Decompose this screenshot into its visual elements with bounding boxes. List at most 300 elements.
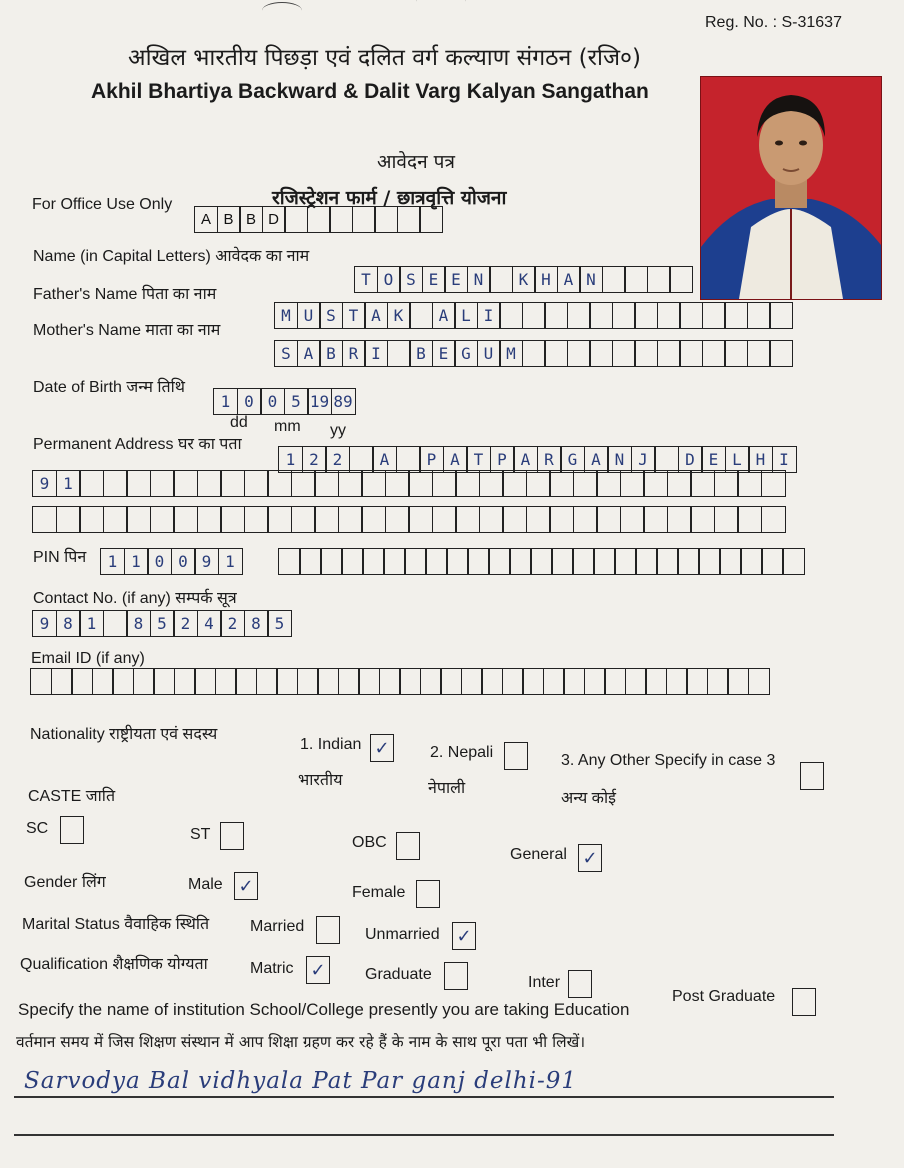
character-box[interactable] <box>409 302 433 329</box>
character-box[interactable] <box>385 470 410 497</box>
character-box[interactable] <box>593 548 616 575</box>
gender-male-checkbox[interactable]: ✓ <box>234 872 258 900</box>
character-box[interactable]: 5 <box>284 388 309 415</box>
character-box[interactable] <box>440 668 462 695</box>
character-box[interactable] <box>635 548 658 575</box>
character-box[interactable]: B <box>239 206 263 233</box>
office-use-label: For Office Use Only <box>32 196 173 213</box>
character-box[interactable]: A <box>513 446 538 473</box>
character-box[interactable]: H <box>748 446 773 473</box>
character-box[interactable] <box>92 668 114 695</box>
character-box[interactable] <box>420 668 442 695</box>
nationality-label: Nationality राष्ट्रीयता एवं सदस्य <box>30 726 218 743</box>
character-box[interactable] <box>197 506 222 533</box>
caste-general-checkbox[interactable]: ✓ <box>578 844 602 872</box>
character-box[interactable]: A <box>372 446 397 473</box>
character-box[interactable] <box>499 302 523 329</box>
character-box[interactable]: I <box>772 446 797 473</box>
character-box[interactable] <box>153 668 175 695</box>
character-box[interactable] <box>103 506 128 533</box>
organization-name-hindi: अखिल भारतीय पिछड़ा एवं दलित वर्ग कल्याण संगठन (रजि०) <box>128 45 641 71</box>
character-box[interactable] <box>563 668 585 695</box>
character-box[interactable] <box>103 470 128 497</box>
character-box[interactable]: O <box>377 266 401 293</box>
character-box[interactable] <box>624 266 648 293</box>
character-box[interactable] <box>543 668 565 695</box>
character-box[interactable]: K <box>512 266 536 293</box>
character-box[interactable]: 1 <box>124 548 149 575</box>
character-box[interactable] <box>761 548 784 575</box>
character-box[interactable] <box>747 340 771 367</box>
character-box[interactable]: 1 <box>218 548 243 575</box>
qualification-label: Qualification शैक्षणिक योग्यता <box>20 956 208 973</box>
character-box[interactable]: 89 <box>331 388 356 415</box>
address-row-4-boxes[interactable] <box>278 548 803 575</box>
character-box[interactable] <box>338 668 360 695</box>
character-box[interactable] <box>235 668 257 695</box>
character-box[interactable] <box>197 470 222 497</box>
form-subtitle-hindi: रजिस्ट्रेशन फार्म / छात्रवृत्ति योजना <box>272 187 507 209</box>
character-box[interactable] <box>455 506 480 533</box>
character-box[interactable] <box>244 470 269 497</box>
character-box[interactable] <box>291 506 316 533</box>
character-box[interactable] <box>573 506 598 533</box>
character-box[interactable] <box>667 470 692 497</box>
character-box[interactable]: 2 <box>325 446 350 473</box>
caste-st-checkbox[interactable] <box>220 822 244 850</box>
qualification-post-graduate-checkbox[interactable] <box>792 988 816 1016</box>
character-box[interactable] <box>481 668 503 695</box>
character-box[interactable]: E <box>444 266 468 293</box>
character-box[interactable] <box>220 506 245 533</box>
character-box[interactable] <box>220 470 245 497</box>
form-title-hindi: आवेदन पत्र <box>377 151 455 173</box>
character-box[interactable]: N <box>467 266 491 293</box>
character-box[interactable]: A <box>194 206 218 233</box>
character-box[interactable] <box>634 302 658 329</box>
email-boxes[interactable] <box>30 668 768 695</box>
applicant-photo-image <box>701 77 881 299</box>
character-box[interactable] <box>679 340 703 367</box>
character-box[interactable]: S <box>319 302 343 329</box>
character-box[interactable] <box>612 302 636 329</box>
character-box[interactable]: J <box>631 446 656 473</box>
character-box[interactable] <box>374 206 398 233</box>
character-box[interactable]: M <box>274 302 298 329</box>
character-box[interactable]: 19 <box>307 388 332 415</box>
character-box[interactable] <box>656 548 679 575</box>
dob-year-caption: yy <box>330 422 346 439</box>
character-box[interactable]: A <box>432 302 456 329</box>
character-box[interactable] <box>397 206 421 233</box>
character-box[interactable] <box>602 266 626 293</box>
character-box[interactable] <box>446 548 469 575</box>
marital-status-label: Marital Status वैवाहिक स्थिति <box>22 916 210 933</box>
character-box[interactable] <box>307 206 331 233</box>
character-box[interactable]: S <box>399 266 423 293</box>
character-box[interactable] <box>549 506 574 533</box>
character-box[interactable] <box>150 506 175 533</box>
character-box[interactable] <box>461 668 483 695</box>
character-box[interactable] <box>51 668 73 695</box>
gender-male-label: Male <box>188 876 223 893</box>
character-box[interactable] <box>509 548 532 575</box>
character-box[interactable] <box>620 470 645 497</box>
character-box[interactable] <box>740 548 763 575</box>
character-box[interactable] <box>425 548 448 575</box>
character-box[interactable] <box>30 668 52 695</box>
character-box[interactable]: U <box>477 340 501 367</box>
character-box[interactable] <box>408 470 433 497</box>
character-box[interactable] <box>686 668 708 695</box>
character-box[interactable] <box>455 470 480 497</box>
character-box[interactable] <box>522 668 544 695</box>
character-box[interactable] <box>432 470 457 497</box>
date-of-birth-boxes[interactable] <box>213 388 354 415</box>
character-box[interactable]: B <box>409 340 433 367</box>
character-box[interactable] <box>349 446 374 473</box>
gender-female-label: Female <box>352 884 406 901</box>
character-box[interactable] <box>702 340 726 367</box>
address-row-3-boxes[interactable] <box>32 506 784 533</box>
character-box[interactable] <box>589 340 613 367</box>
character-box[interactable]: E <box>422 266 446 293</box>
character-box[interactable]: T <box>466 446 491 473</box>
character-box[interactable]: 8 <box>56 610 81 637</box>
character-box[interactable] <box>488 548 511 575</box>
character-box[interactable] <box>194 668 216 695</box>
character-box[interactable] <box>596 506 621 533</box>
registration-number: Reg. No. : S-31637 <box>705 14 842 31</box>
character-box[interactable] <box>432 506 457 533</box>
character-box[interactable] <box>707 668 729 695</box>
character-box[interactable] <box>358 668 380 695</box>
nationality-nepali-label: 2. Nepali <box>430 744 494 761</box>
character-box[interactable]: A <box>443 446 468 473</box>
character-box[interactable]: A <box>364 302 388 329</box>
character-box[interactable] <box>567 302 591 329</box>
qualification-matric-checkbox[interactable]: ✓ <box>306 956 330 984</box>
character-box[interactable] <box>387 340 411 367</box>
character-box[interactable]: T <box>354 266 378 293</box>
character-box[interactable]: G <box>454 340 478 367</box>
gender-female-checkbox[interactable] <box>416 880 440 908</box>
character-box[interactable] <box>408 506 433 533</box>
character-box[interactable] <box>314 470 339 497</box>
character-box[interactable] <box>56 506 81 533</box>
character-box[interactable]: 1 <box>56 470 81 497</box>
mother-name-boxes[interactable] <box>274 340 792 367</box>
character-box[interactable]: 9 <box>194 548 219 575</box>
character-box[interactable]: 2 <box>220 610 245 637</box>
character-box[interactable] <box>544 302 568 329</box>
character-box[interactable] <box>379 668 401 695</box>
character-box[interactable] <box>526 470 551 497</box>
character-box[interactable]: H <box>534 266 558 293</box>
character-box[interactable] <box>399 668 421 695</box>
qualification-graduate-label: Graduate <box>365 966 432 983</box>
pen-mark-top-center <box>416 0 466 9</box>
marital-unmarried-checkbox[interactable]: ✓ <box>452 922 476 950</box>
character-box[interactable]: M <box>499 340 523 367</box>
applicant-name-boxes[interactable] <box>354 266 692 293</box>
character-box[interactable]: B <box>217 206 241 233</box>
gender-label: Gender लिंग <box>24 874 106 891</box>
permanent-address-label: Permanent Address घर का पता <box>33 436 242 453</box>
character-box[interactable]: L <box>725 446 750 473</box>
character-box[interactable]: R <box>537 446 562 473</box>
character-box[interactable]: I <box>364 340 388 367</box>
character-box[interactable] <box>724 302 748 329</box>
caste-label: CASTE जाति <box>28 788 116 805</box>
email-label: Email ID (if any) <box>31 650 145 667</box>
caste-general-label: General <box>510 846 567 863</box>
character-box[interactable]: A <box>297 340 321 367</box>
character-box[interactable]: 5 <box>267 610 292 637</box>
character-box[interactable] <box>297 668 319 695</box>
character-box[interactable] <box>112 668 134 695</box>
character-box[interactable] <box>291 470 316 497</box>
character-box[interactable] <box>625 668 647 695</box>
character-box[interactable] <box>317 668 339 695</box>
character-box[interactable]: 0 <box>237 388 262 415</box>
character-box[interactable] <box>747 302 771 329</box>
character-box[interactable]: P <box>490 446 515 473</box>
character-box[interactable] <box>174 668 196 695</box>
character-box[interactable] <box>620 506 645 533</box>
character-box[interactable]: S <box>274 340 298 367</box>
character-box[interactable] <box>404 548 427 575</box>
character-box[interactable] <box>667 506 692 533</box>
character-box[interactable] <box>361 506 386 533</box>
character-box[interactable]: D <box>678 446 703 473</box>
character-box[interactable]: U <box>297 302 321 329</box>
character-box[interactable] <box>522 302 546 329</box>
character-box[interactable] <box>79 470 104 497</box>
character-box[interactable] <box>669 266 693 293</box>
character-box[interactable]: I <box>477 302 501 329</box>
character-box[interactable]: B <box>319 340 343 367</box>
character-box[interactable] <box>215 668 237 695</box>
character-box[interactable] <box>657 302 681 329</box>
character-box[interactable] <box>727 668 749 695</box>
pen-mark-top-left <box>262 2 302 19</box>
qualification-graduate-checkbox[interactable] <box>444 962 468 990</box>
character-box[interactable] <box>677 548 700 575</box>
character-box[interactable] <box>604 668 626 695</box>
nationality-indian-checkbox[interactable]: ✓ <box>370 734 394 762</box>
character-box[interactable]: 0 <box>260 388 285 415</box>
character-box[interactable]: 5 <box>150 610 175 637</box>
character-box[interactable]: 1 <box>100 548 125 575</box>
character-box[interactable] <box>724 340 748 367</box>
character-box[interactable] <box>361 470 386 497</box>
character-box[interactable] <box>596 470 621 497</box>
character-box[interactable] <box>737 506 762 533</box>
character-box[interactable] <box>32 506 57 533</box>
character-box[interactable] <box>256 668 278 695</box>
character-box[interactable] <box>714 470 739 497</box>
character-box[interactable] <box>71 668 93 695</box>
institution-handwritten-answer[interactable]: Sarvodya Bal vidhyala Pat Par ganj delhi-91 <box>24 1068 578 1094</box>
character-box[interactable] <box>352 206 376 233</box>
character-box[interactable] <box>502 470 527 497</box>
address-row-2-boxes[interactable] <box>32 470 784 497</box>
character-box[interactable] <box>589 302 613 329</box>
character-box[interactable]: 4 <box>197 610 222 637</box>
contact-number-boxes[interactable] <box>32 610 291 637</box>
character-box[interactable] <box>126 470 151 497</box>
qualification-post-graduate-label: Post Graduate <box>672 988 776 1005</box>
character-box[interactable] <box>383 548 406 575</box>
character-box[interactable]: 8 <box>244 610 269 637</box>
character-box[interactable]: 0 <box>147 548 172 575</box>
character-box[interactable]: 9 <box>32 610 57 637</box>
character-box[interactable] <box>338 470 363 497</box>
father-name-boxes[interactable] <box>274 302 792 329</box>
qualification-matric-label: Matric <box>250 960 294 977</box>
character-box[interactable] <box>103 610 128 637</box>
character-box[interactable] <box>654 446 679 473</box>
character-box[interactable] <box>276 668 298 695</box>
character-box[interactable] <box>150 470 175 497</box>
character-box[interactable]: E <box>432 340 456 367</box>
character-box[interactable] <box>567 340 591 367</box>
character-box[interactable] <box>526 506 551 533</box>
mother-name-label: Mother's Name माता का नाम <box>33 322 221 339</box>
character-box[interactable] <box>748 668 770 695</box>
character-box[interactable] <box>544 340 568 367</box>
nationality-nepali-hindi: नेपाली <box>428 780 466 797</box>
pin-label: PIN पिन <box>33 549 87 566</box>
character-box[interactable]: 1 <box>213 388 238 415</box>
character-box[interactable] <box>173 470 198 497</box>
character-box[interactable] <box>467 548 490 575</box>
character-box[interactable] <box>267 470 292 497</box>
character-box[interactable] <box>614 548 637 575</box>
character-box[interactable] <box>666 668 688 695</box>
character-box[interactable]: 0 <box>171 548 196 575</box>
character-box[interactable]: N <box>607 446 632 473</box>
character-box[interactable] <box>573 470 598 497</box>
character-box[interactable] <box>719 548 742 575</box>
character-box[interactable] <box>549 470 574 497</box>
character-box[interactable]: K <box>387 302 411 329</box>
caste-obc-checkbox[interactable] <box>396 832 420 860</box>
character-box[interactable] <box>419 206 443 233</box>
character-box[interactable] <box>329 206 353 233</box>
character-box[interactable]: 9 <box>32 470 57 497</box>
character-box[interactable] <box>714 506 739 533</box>
character-box[interactable] <box>530 548 553 575</box>
character-box[interactable]: N <box>579 266 603 293</box>
character-box[interactable] <box>634 340 658 367</box>
character-box[interactable] <box>698 548 721 575</box>
character-box[interactable]: L <box>454 302 478 329</box>
character-box[interactable] <box>643 470 668 497</box>
character-box[interactable] <box>643 506 668 533</box>
character-box[interactable] <box>79 506 104 533</box>
character-box[interactable]: 2 <box>173 610 198 637</box>
character-box[interactable] <box>278 548 301 575</box>
character-box[interactable] <box>702 302 726 329</box>
marital-married-label: Married <box>250 918 305 935</box>
character-box[interactable] <box>267 506 292 533</box>
character-box[interactable] <box>769 340 793 367</box>
character-box[interactable] <box>782 548 805 575</box>
caste-st-label: ST <box>190 826 211 843</box>
character-box[interactable]: 8 <box>126 610 151 637</box>
character-box[interactable]: T <box>342 302 366 329</box>
nationality-nepali-checkbox[interactable] <box>504 742 528 770</box>
character-box[interactable] <box>133 668 155 695</box>
character-box[interactable] <box>584 668 606 695</box>
character-box[interactable] <box>299 548 322 575</box>
pin-boxes[interactable] <box>100 548 241 575</box>
character-box[interactable] <box>690 506 715 533</box>
character-box[interactable] <box>761 506 786 533</box>
character-box[interactable] <box>612 340 636 367</box>
character-box[interactable] <box>657 340 681 367</box>
character-box[interactable] <box>338 506 363 533</box>
institution-answer-line-2 <box>14 1134 834 1136</box>
character-box[interactable] <box>551 548 574 575</box>
nationality-other-checkbox[interactable] <box>800 762 824 790</box>
character-box[interactable] <box>284 206 308 233</box>
character-box[interactable] <box>761 470 786 497</box>
date-of-birth-label: Date of Birth जन्म तिथि <box>33 379 185 396</box>
character-box[interactable]: 1 <box>79 610 104 637</box>
marital-married-checkbox[interactable] <box>316 916 340 944</box>
character-box[interactable] <box>173 506 198 533</box>
character-box[interactable] <box>320 548 343 575</box>
character-box[interactable] <box>341 548 364 575</box>
character-box[interactable] <box>690 470 715 497</box>
character-box[interactable]: 2 <box>302 446 327 473</box>
character-box[interactable]: G <box>560 446 585 473</box>
character-box[interactable] <box>645 668 667 695</box>
character-box[interactable]: E <box>701 446 726 473</box>
character-box[interactable]: 1 <box>278 446 303 473</box>
character-box[interactable]: A <box>557 266 581 293</box>
character-box[interactable] <box>769 302 793 329</box>
character-box[interactable]: P <box>419 446 444 473</box>
character-box[interactable] <box>502 668 524 695</box>
character-box[interactable] <box>314 506 339 533</box>
character-box[interactable] <box>489 266 513 293</box>
address-row-1-boxes[interactable] <box>278 446 795 473</box>
character-box[interactable] <box>396 446 421 473</box>
character-box[interactable] <box>479 506 504 533</box>
character-box[interactable]: A <box>584 446 609 473</box>
character-box[interactable] <box>679 302 703 329</box>
character-box[interactable] <box>479 470 504 497</box>
character-box[interactable]: R <box>342 340 366 367</box>
character-box[interactable] <box>572 548 595 575</box>
character-box[interactable] <box>244 506 269 533</box>
character-box[interactable]: D <box>262 206 286 233</box>
character-box[interactable] <box>385 506 410 533</box>
marital-unmarried-label: Unmarried <box>365 926 440 943</box>
character-box[interactable] <box>522 340 546 367</box>
character-box[interactable] <box>647 266 671 293</box>
character-box[interactable] <box>737 470 762 497</box>
caste-sc-checkbox[interactable] <box>60 816 84 844</box>
character-box[interactable] <box>502 506 527 533</box>
character-box[interactable] <box>362 548 385 575</box>
qualification-inter-checkbox[interactable] <box>568 970 592 998</box>
character-box[interactable] <box>126 506 151 533</box>
